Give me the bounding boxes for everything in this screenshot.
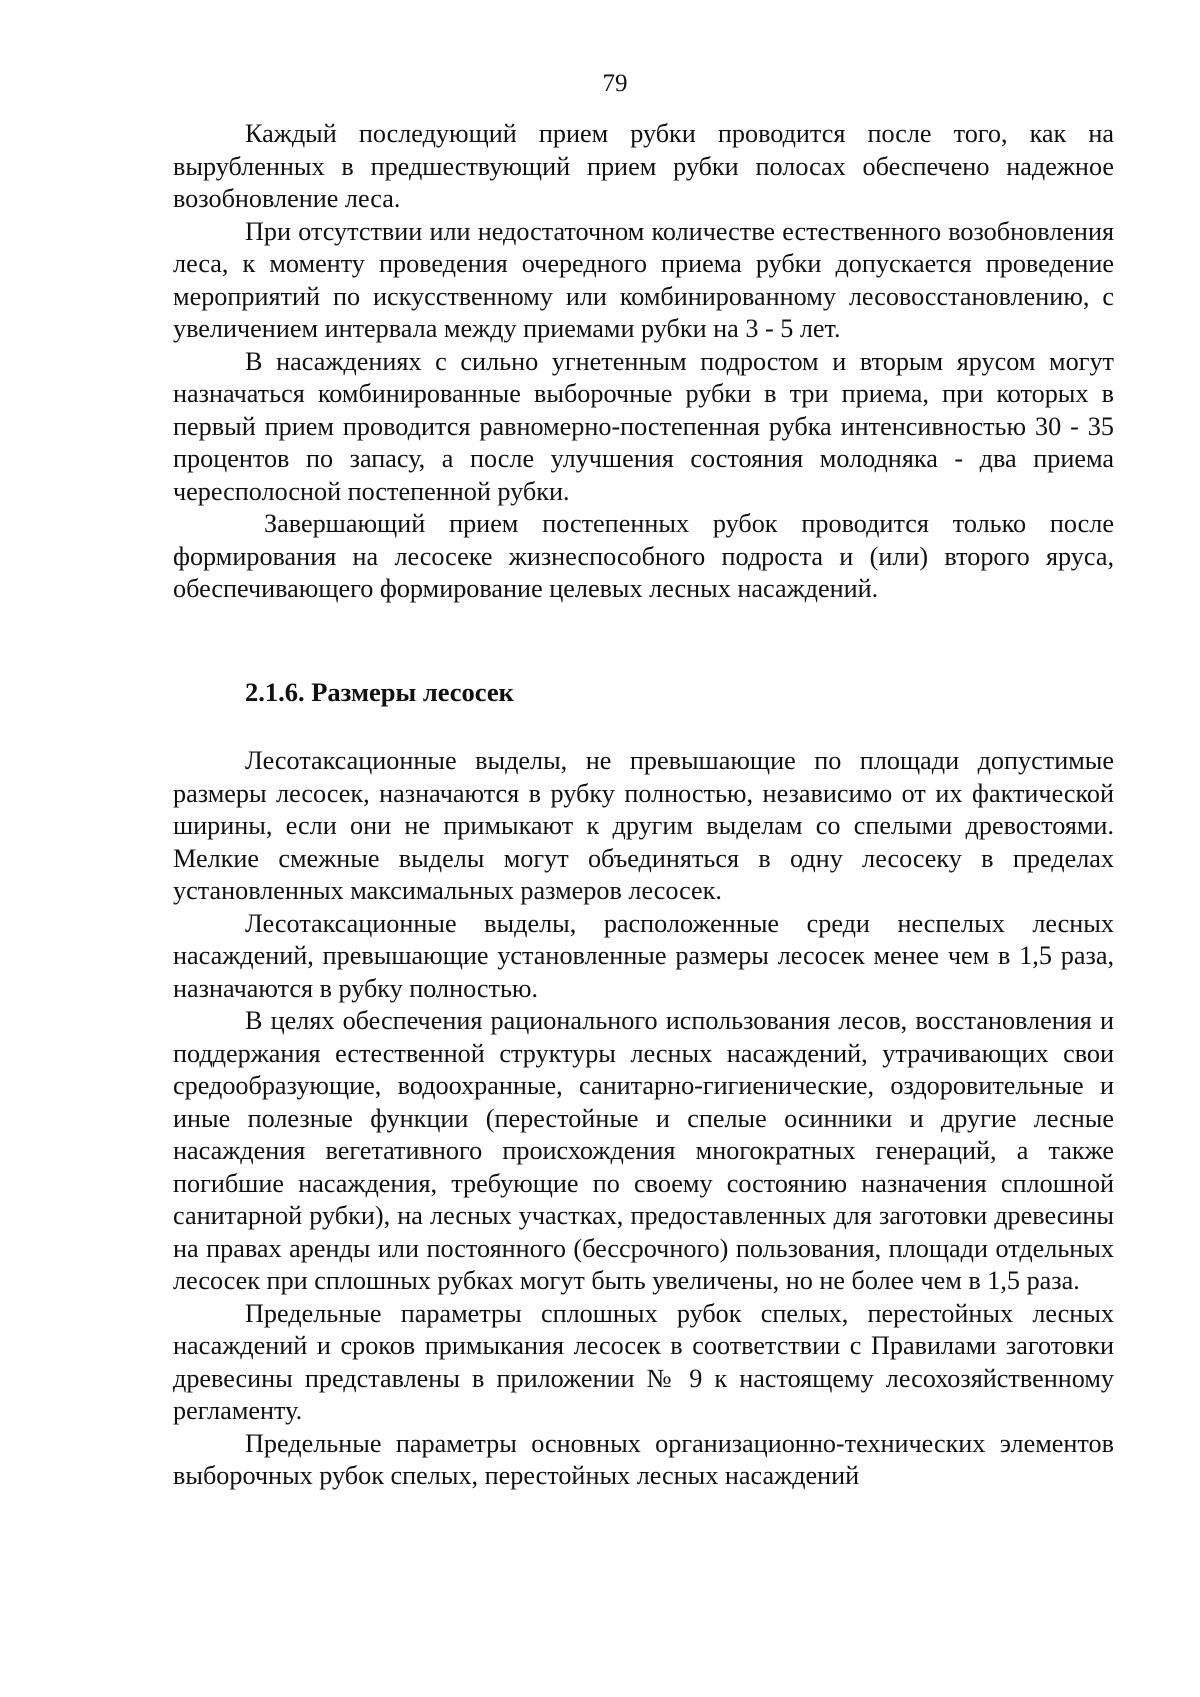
text-block-bottom [173, 745, 1114, 1493]
section-heading: 2.1.6. Размеры лесосек [245, 677, 514, 707]
paragraph: Завершающий прием постепенных рубок проводится только после формирования на лесосеке жизнеспособного подроста и (или) второго яруса, обеспечивающего формирование целевых лесных насаждений. [173, 509, 1114, 603]
paragraph: Лесотаксационные выделы, не превышающие по площади допустимые размеры лесосек, назначаются в рубку полностью, независимо от их фактической ширины, если они не примыкают к другим выделам со спелыми древостоями. Мелкие смежные выделы могут объединяться в одну лесосеку в пределах установленных максимальных размеров лесосек. [173, 746, 1114, 905]
page-number: 79 [602, 70, 628, 97]
paragraph: Предельные параметры сплошных рубок спелых, перестойных лесных насаждений и сроков примыкания лесосек в соответствии с Правилами заготовки древесины представлены в приложении № 9 к настоящему лесохозяйственному регламенту. [173, 1298, 1114, 1425]
paragraph: Лесотаксационные выделы, расположенные среди неспелых лесных насаждений, превышающие установленные размеры лесосек менее чем в 1,5 раза, назначаются в рубку полностью. [173, 908, 1114, 1003]
paragraph: В насаждениях с сильно угнетенным подростом и вторым ярусом могут назначаться комбинированные выборочные рубки в три приема, при которых в первый прием проводится равномерно-постепенная рубка интенсивностью 30 - 35 процентов по запасу, а после улучшения состояния молодняка - два приема чересполосной постепенной рубки. [173, 346, 1114, 506]
text-block-top [173, 118, 1114, 606]
paragraph: Каждый последующий прием рубки проводится после того, как на вырубленных в предшествующий прием рубки полосах обеспечено надежное возобновление леса. [173, 119, 1114, 213]
paragraph: При отсутствии или недостаточном количестве естественного возобновления леса, к моменту проведения очередного приема рубки допускается проведение мероприятий по искусственному или комбинированному лесовосстановлению, с увеличением интервала между приемами рубки на 3 - 5 лет. [173, 216, 1114, 343]
paragraph: В целях обеспечения рационального использования лесов, восстановления и поддержания естественной структуры лесных насаждений, утрачивающих свои средообразующие, водоохранные, санитарно-гигиенические, оздоровительные и иные полезные функции (перестойные и спелые осинники и другие лесные насаждения вегетативного происхождения многократных генераций, а также погибшие насаждения, требующие по своему состоянию назначения сплошной санитарной рубки), на лесных участках, предоставленных для заготовки древесины на правах аренды или постоянного (бессрочного) пользования, площади отдельных лесосек при сплошных рубках могут быть увеличены, но не более чем в 1,5 раза. [173, 1006, 1114, 1295]
paragraph: Предельные параметры основных организационно-технических элементов выборочных рубок спелых, перестойных лесных насаждений [173, 1428, 1114, 1490]
